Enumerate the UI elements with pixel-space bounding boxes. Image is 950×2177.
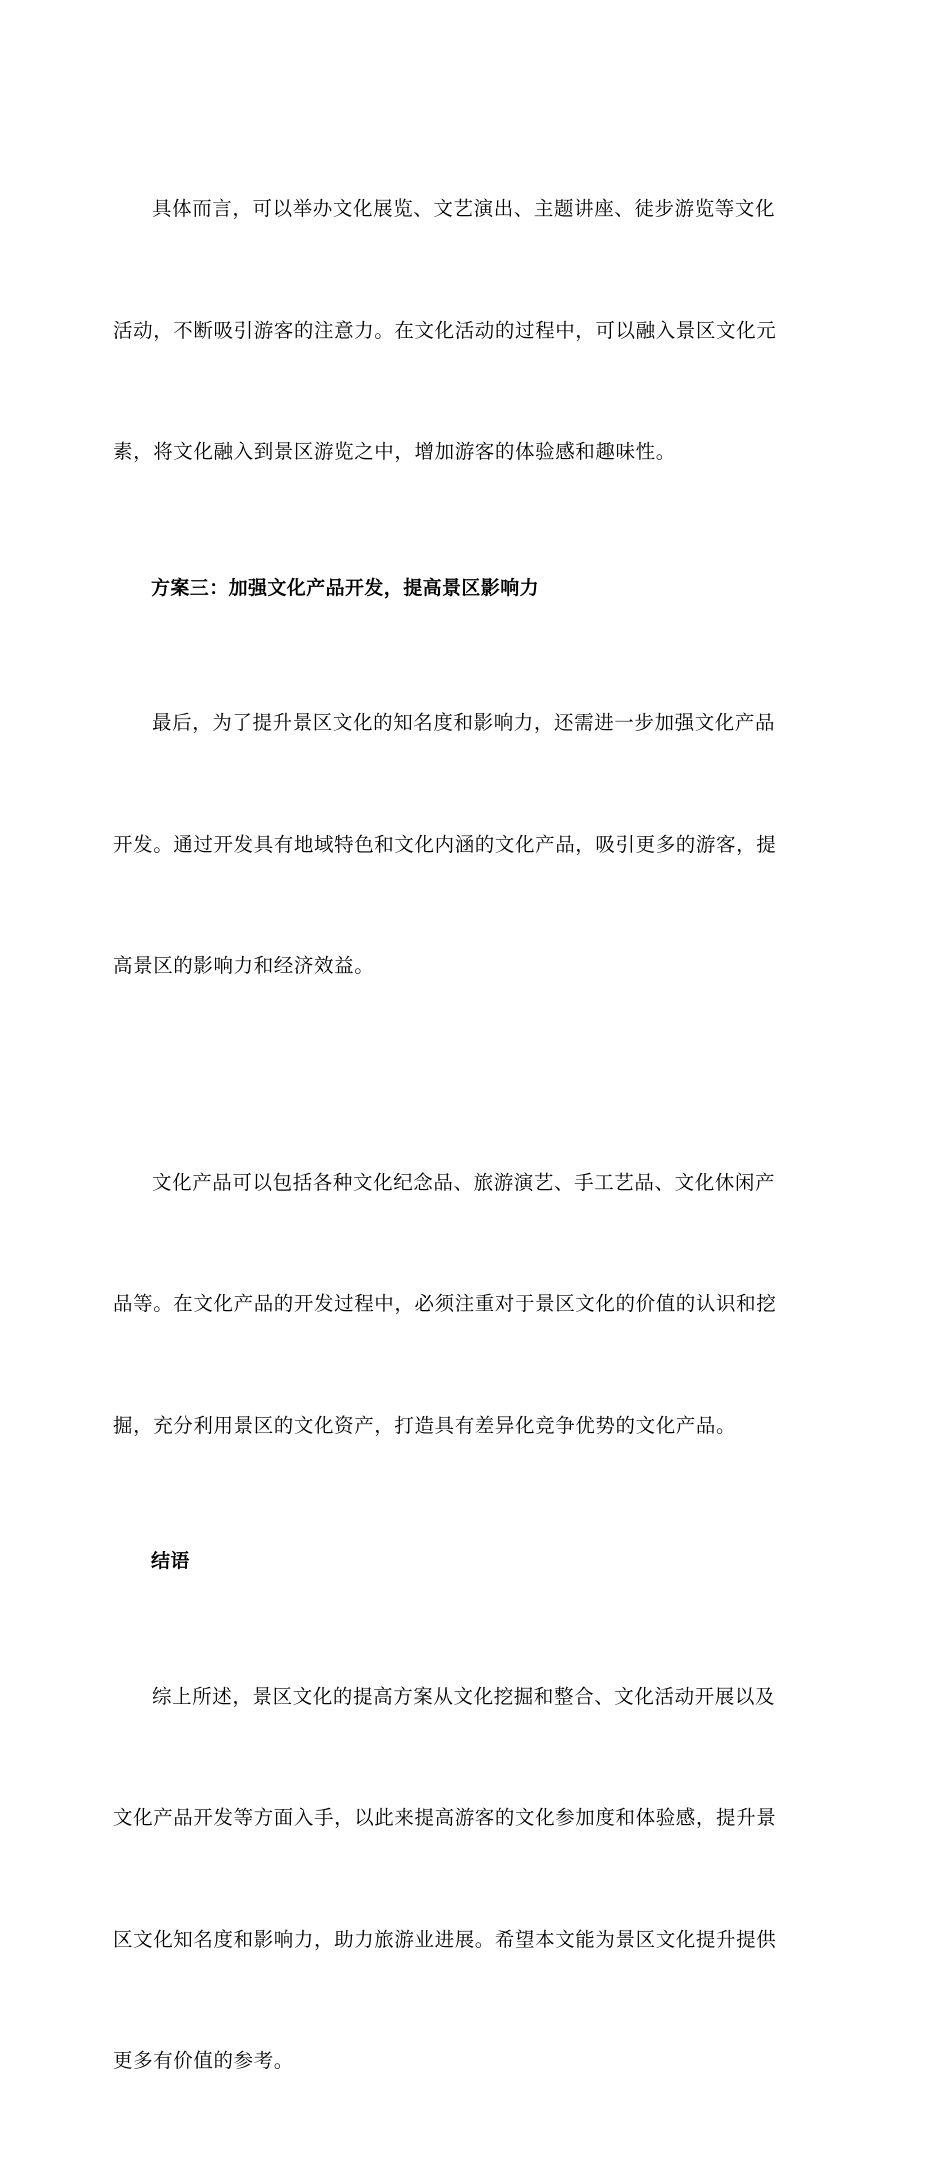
paragraph-line: 文化产品可以包括各种文化纪念品、旅游演艺、手工艺品、文化休闲产 <box>152 1170 776 1194</box>
paragraph-line: 素，将文化融入到景区游览之中，增加游客的体验感和趣味性。 <box>113 440 676 463</box>
section-heading: 结语 <box>151 1550 190 1572</box>
paragraph-line: 文化产品开发等方面入手，以此来提高游客的文化参加度和体验感，提升景 <box>113 1806 777 1829</box>
section-heading: 方案三：加强文化产品开发，提高景区影响力 <box>151 576 540 599</box>
paragraph-line: 活动，不断吸引游客的注意力。在文化活动的过程中，可以融入景区文化元 <box>113 318 777 342</box>
paragraph-line: 品等。在文化产品的开发过程中，必须注重对于景区文化的价值的认识和挖 <box>113 1292 777 1315</box>
paragraph-line: 区文化知名度和影响力，助力旅游业进展。希望本文能为景区文化提升提供 <box>113 1927 777 1951</box>
paragraph-line: 综上所述，景区文化的提高方案从文化挖掘和整合、文化活动开展以及 <box>152 1684 776 1708</box>
paragraph-line: 掘，充分利用景区的文化资产，打造具有差异化竞争优势的文化产品。 <box>113 1413 737 1437</box>
body-paragraph <box>113 1596 831 2163</box>
document-page <box>113 108 831 2177</box>
paragraph-line: 高景区的影响力和经济效益。 <box>113 954 375 977</box>
paragraph-line: 具体而言，可以举办文化展览、文艺演出、主题讲座、徒步游览等文化 <box>152 197 776 220</box>
body-paragraph <box>113 1082 831 1528</box>
paragraph-line: 最后，为了提升景区文化的知名度和影响力，还需进一步加强文化产品 <box>152 711 776 734</box>
paragraph-line: 更多有价值的参考。 <box>113 2049 294 2072</box>
paragraph-line: 开发。通过开发具有地域特色和文化内涵的文化产品，吸引更多的游客，提 <box>113 832 777 856</box>
body-paragraph <box>113 108 831 554</box>
body-paragraph <box>113 622 831 1068</box>
